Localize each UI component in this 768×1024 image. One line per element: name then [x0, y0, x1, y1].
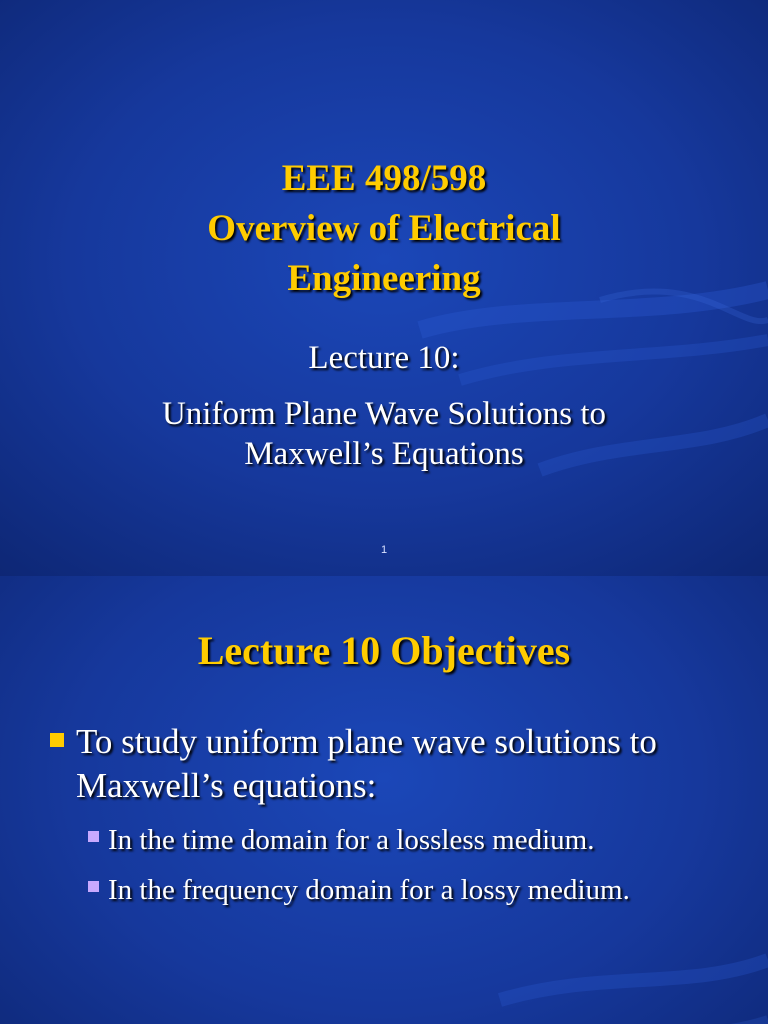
- sub-bullet-text: In the time domain for a lossless medium.: [108, 824, 595, 856]
- title-line-name-1: Overview of Electrical: [207, 208, 561, 249]
- sub-bullet-text: In the frequency domain for a lossy medium.: [108, 874, 630, 906]
- title-line-name-2: Engineering: [287, 258, 481, 299]
- topic-line-1: Uniform Plane Wave Solutions to: [161, 396, 607, 432]
- square-bullet-icon: [50, 733, 64, 747]
- title-line-course: EEE 498/598: [281, 158, 487, 199]
- sub-bullet-time-domain: [86, 820, 706, 860]
- lecture-topic: [0, 394, 768, 474]
- sub-bullet-frequency-domain: [86, 870, 706, 910]
- page-number: 1: [380, 544, 388, 556]
- square-bullet-icon: [88, 881, 99, 892]
- square-bullet-icon: [88, 831, 99, 842]
- lecture-label: Lecture 10:: [308, 340, 460, 376]
- slide-title: [0, 154, 768, 304]
- slide-2: [0, 576, 768, 1024]
- objective-bullet-text: To study uniform plane wave solutions to Maxwell’s equations:: [76, 722, 657, 805]
- topic-line-2: Maxwell’s Equations: [244, 436, 524, 472]
- objective-bullet: [46, 720, 736, 808]
- objectives-title: Lecture 10 Objectives: [197, 628, 571, 673]
